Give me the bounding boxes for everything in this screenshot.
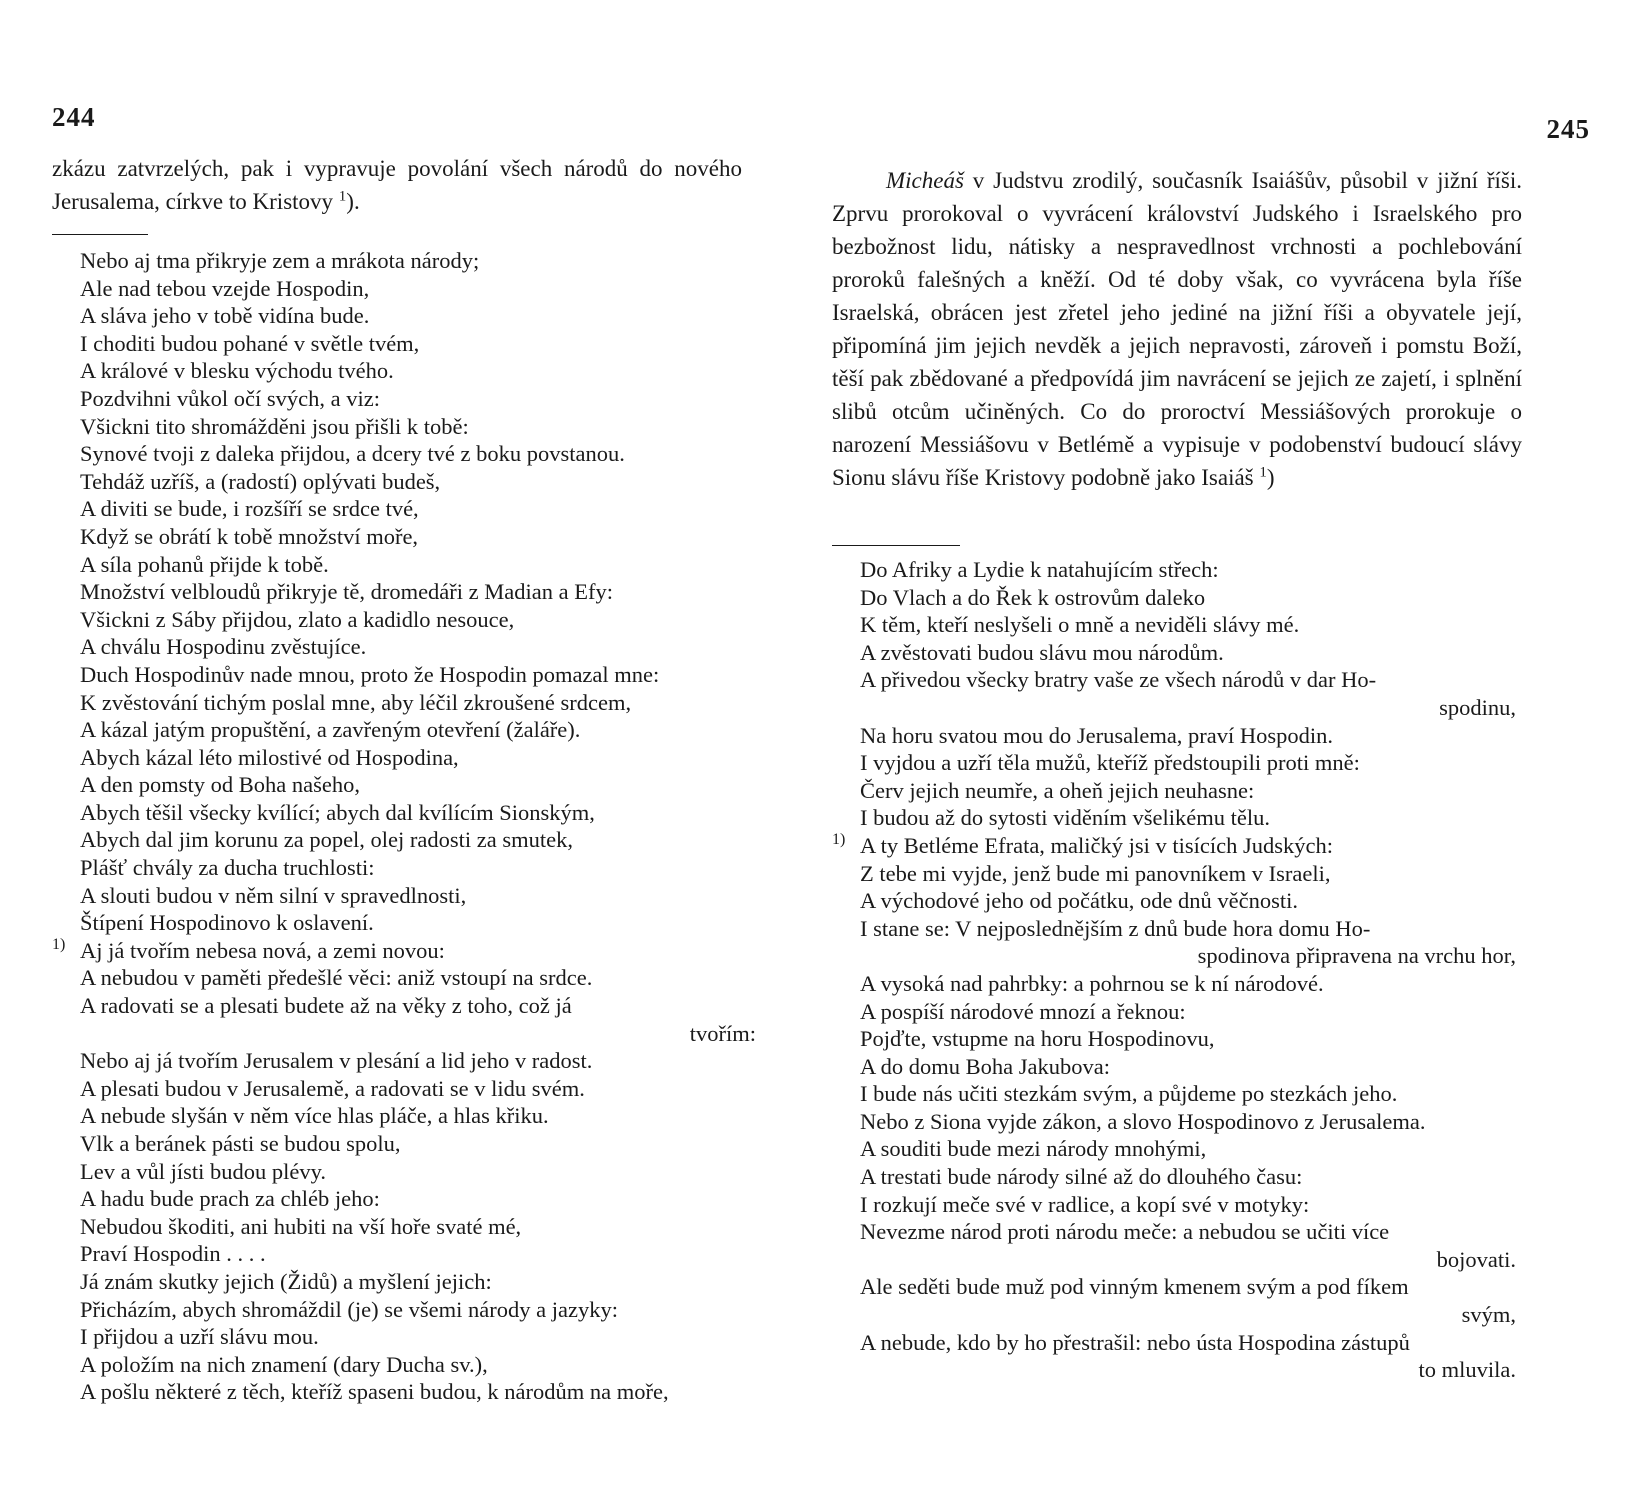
verse-text: Všickni z Sáby přijdou, zlato a kadidlo nesouce, [80,606,515,632]
verse-text: Tehdáž uzříš, a (radostí) oplývati budeš, [80,468,441,494]
verse-line [52,1268,762,1296]
verse-line [52,937,762,965]
verse-text: A hadu bude prach za chléb jeho: [80,1186,380,1212]
verse-line [52,1102,762,1130]
verse-text: Abych těšil všecky kvílící; abych dal kvílícím Sionským, [80,799,595,825]
verse-line [52,633,762,661]
verse-text: Ale seděti bude muž pod vinným kmenem svým a pod fíkem [860,1274,1409,1300]
verse-line [52,1323,762,1351]
verse-line [52,771,762,799]
page-number: 244 [52,102,96,132]
verse-line [52,1378,762,1406]
verse-text: Aj já tvořím nebesa nová, a zemi novou: [80,937,445,963]
verse-line [52,357,762,385]
verse-text: Abych kázal léto milostivé od Hospodina, [80,744,459,770]
verse-text: Synové tvoji z daleka přijdou, a dcery tvé z boku povstanou. [80,441,625,467]
verse-line [52,495,762,523]
verse-line [832,942,1522,970]
verse-text: Do Vlach a do Řek k ostrovům daleko [860,584,1206,610]
intro-tail: ) [1266,465,1275,490]
verse-text: I stane se: V nejposlednějším z dnů bude hora domu Ho- [860,915,1371,941]
verse-line [52,440,762,468]
intro-tail: ). [346,189,360,214]
verse-line [52,1185,762,1213]
verse-text: I přijdou a uzří slávu mou. [80,1324,319,1350]
verse-text: Červ jejich neumře, a oheň jejich neuhasne: [860,777,1255,803]
verse-line [52,689,762,717]
verse-line [832,1301,1522,1329]
verse-line [832,611,1522,639]
verse-text: Štípení Hospodinovo k oslavení. [80,910,374,936]
verse-line [832,1356,1522,1384]
verse-line [52,385,762,413]
verse-line [52,551,762,579]
footnote-marker: 1) [832,830,846,848]
footnote-reference: 1 [1259,464,1267,481]
verse-text: Přicházím, abych shromáždil (je) se všemi národy a jazyky: [80,1296,618,1322]
verse-line [832,584,1522,612]
verse-line [52,1351,762,1379]
verse-text: A přivedou všecky bratry vaše ze všech národů v dar Ho- [860,667,1377,693]
verse-text: spodinu, [1439,694,1516,720]
verse-text: A pošlu některé z těch, kteříž spaseni budou, k národům na moře, [80,1379,669,1405]
verse-line [52,275,762,303]
verse-text: Z tebe mi vyjde, jenž bude mi panovníkem v Israeli, [860,860,1331,886]
verse-text: Plášť chvály za ducha truchlosti: [80,855,375,881]
verse-text: Všickni tito shromážděni jsou přišli k tobě: [80,413,469,439]
verse-line [52,468,762,496]
verse-line [52,854,762,882]
verse-text: I choditi budou pohané v světle tvém, [80,330,420,356]
verse-text: I budou až do sytosti viděním všelikému tělu. [860,805,1270,831]
verse-text: Množství velbloudů přikryje tě, dromedáři z Madian a Efy: [80,579,613,605]
verse-line [832,722,1522,750]
verse-line [832,1218,1522,1246]
verse-line [52,1296,762,1324]
verse-line [52,1075,762,1103]
verse-line [832,639,1522,667]
verse-line [832,1246,1522,1274]
verse-line [832,1025,1522,1053]
verse-line [52,523,762,551]
verse-line [52,882,762,910]
verse-line [832,777,1522,805]
verse-line [52,578,762,606]
footnote-rule [832,545,960,546]
verse-text: A souditi bude mezi národy mnohými, [860,1136,1207,1162]
verse-text: Praví Hospodin . . . . [80,1241,266,1267]
verse-text: A den pomsty od Boha našeho, [80,772,360,798]
verse-text: bojovati. [1436,1246,1516,1272]
verse-text: Duch Hospodinův nade mnou, proto že Hospodin pomazal mne: [80,661,660,687]
verse-line [832,998,1522,1026]
verse-text: A vysoká nad pahrbky: a pohrnou se k ní národové. [860,970,1324,996]
verse-line [52,661,762,689]
verse-text: A plesati budou v Jerusalemě, a radovati se v lidu svém. [80,1075,585,1101]
verse-line [52,716,762,744]
footnote-marker: 1) [52,935,66,953]
verse-line [832,1108,1522,1136]
verse-text: Nebo aj já tvořím Jerusalem v plesání a lid jeho v radost. [80,1048,593,1074]
left-intro-paragraph [52,152,742,218]
verse-text: A položím na nich znamení (dary Ducha sv.), [80,1351,488,1377]
verse-text: A sláva jeho v tobě vidína bude. [80,303,370,329]
intro-text: zkázu zatvrzelých, pak i vypravuje povolání všech národů do nového Jerusalema, církve to Kristovy [52,156,742,214]
verse-line [832,1135,1522,1163]
verse-text: Nebo aj tma přikryje zem a mrákota národy; [80,248,480,273]
verse-text: Já znám skutky jejich (Židů) a myšlení jejich: [80,1268,492,1294]
verse-text: spodinova připravena na vrchu hor, [1197,943,1516,969]
verse-text: A nebude slyšán v něm více hlas pláče, a hlas křiku. [80,1103,549,1129]
verse-line [832,804,1522,832]
verse-line [52,1130,762,1158]
verse-text: A zvěstovati budou slávu mou národům. [860,639,1224,665]
verse-line [832,1329,1522,1357]
verse-line [52,992,762,1020]
verse-line [52,744,762,772]
verse-text: A ty Betléme Efrata, maličký jsi v tisících Judských: [860,832,1334,858]
verse-text: A do domu Boha Jakubova: [860,1053,1110,1079]
verse-text: I vyjdou a uzří těla mužů, kteříž předstoupili proti mně: [860,750,1360,776]
verse-line [832,1080,1522,1108]
verse-line [52,413,762,441]
verse-text: A východové jeho od počátku, ode dnů věčnosti. [860,888,1299,914]
verse-text: A chválu Hospodinu zvěstujíce. [80,634,367,660]
verse-line [52,1020,762,1048]
verse-text: svým, [1461,1302,1516,1328]
verse-line [52,330,762,358]
verse-text: A nebudou v paměti předešlé věci: aniž vstoupí na srdce. [80,965,593,991]
verse-line [52,1158,762,1186]
right-footnote-verses [832,556,1522,1384]
verse-text: to mluvila. [1418,1357,1516,1383]
verse-line [832,1273,1522,1301]
verse-line [52,909,762,937]
verse-text: Nebudou škoditi, ani hubiti na vší hoře svaté mé, [80,1213,522,1239]
verse-line [52,826,762,854]
verse-text: Abych dal jim korunu za popel, olej radosti za smutek, [80,827,574,853]
verse-line [832,694,1522,722]
verse-line [832,1191,1522,1219]
verse-text: A králové v blesku východu tvého. [80,358,394,384]
verse-line [832,666,1522,694]
footnote-rule [52,234,148,235]
verse-line [832,860,1522,888]
verse-line [52,964,762,992]
verse-line [832,1053,1522,1081]
verse-text: A nebude, kdo by ho přestrašil: nebo ústa Hospodina zástupů [860,1329,1410,1355]
verse-text: K těm, kteří neslyšeli o mně a neviděli slávy mé. [860,612,1300,638]
verse-text: A síla pohanů přijde k tobě. [80,551,329,577]
verse-line [52,302,762,330]
verse-line [52,799,762,827]
verse-line [832,749,1522,777]
verse-text: Nevezme národ proti národu meče: a nebudou se učiti více [860,1219,1390,1245]
verse-text: K zvěstování tichým poslal mne, aby léčil zkroušené srdcem, [80,689,632,715]
verse-text: Pojďte, vstupme na horu Hospodinovu, [860,1026,1215,1052]
verse-text: I rozkují meče své v radlice, a kopí své v motyky: [860,1191,1310,1217]
verse-text: tvořím: [689,1020,756,1046]
verse-line [832,915,1522,943]
verse-line [52,247,762,275]
right-intro-paragraph [832,164,1522,494]
verse-text: A pospíší národové mnozí a řeknou: [860,998,1186,1024]
verse-line [832,970,1522,998]
verse-text: Nebo z Siona vyjde zákon, a slovo Hospodinovo z Jerusalema. [860,1108,1426,1134]
verse-line [52,1213,762,1241]
verse-text: Pozdvihni vůkol očí svých, a viz: [80,385,380,411]
verse-text: A slouti budou v něm silní v spravedlnosti, [80,882,467,908]
verse-line [832,556,1522,584]
verse-line [832,832,1522,860]
verse-line [832,887,1522,915]
verse-text: A trestati bude národy silné až do dlouhého času: [860,1164,1303,1190]
verse-text: I bude nás učiti stezkám svým, a půjdeme po stezkách jeho. [860,1081,1398,1107]
verse-text: A diviti se bude, i rozšíří se srdce tvé, [80,496,419,522]
verse-line [52,1240,762,1268]
verse-text: Vlk a beránek pásti se budou spolu, [80,1131,401,1156]
page-number: 245 [1546,114,1590,144]
verse-text: Když se obrátí k tobě množství moře, [80,523,419,549]
verse-text: A radovati se a plesati budete až na věky z toho, což já [80,993,572,1019]
verse-text: Ale nad tebou vzejde Hospodin, [80,275,370,301]
verse-text: Lev a vůl jísti budou plévy. [80,1158,327,1184]
verse-line [52,606,762,634]
verse-line [832,1163,1522,1191]
prophet-name: Micheáš [886,168,964,193]
left-footnote-verses [52,247,762,1406]
footnote-reference: 1 [338,188,347,205]
verse-text: Do Afriky a Lydie k natahujícím střech: [860,557,1219,582]
verse-text: A kázal jatým propuštění, a zavřeným otevření (žaláře). [80,717,581,743]
intro-text: v Judstvu zrodilý, současník Isaiášův, působil v jižní říši. Zprvu prorokoval o vyvrácení království Judského i Israelského pro bezbožnost lidu, nátisky a nespravedlnost vrchnosti a pochlebování proroků falešných a kněží. Od té doby však, co vyvrácena byla říše Israelská, obrácen jest zřetel jeho jediné na jižní říši a obyvatele její, připomíná jim jejich nevděk a jejich nepravosti, zároveň i pomstu Boží, těší pak zbědované a předpovídá jim navrácení se jejich ze zajetí, i splnění slibů otcům učiněných. Co do proroctví Messiášových prorokuje o narození Messiášovu v Betlémě a vypisuje v podobenství budoucí slávy Sionu slávu říše Kristovy podobně jako Isaiáš [832,168,1522,490]
verse-text: Na horu svatou mou do Jerusalema, praví Hospodin. [860,722,1334,748]
verse-line [52,1047,762,1075]
